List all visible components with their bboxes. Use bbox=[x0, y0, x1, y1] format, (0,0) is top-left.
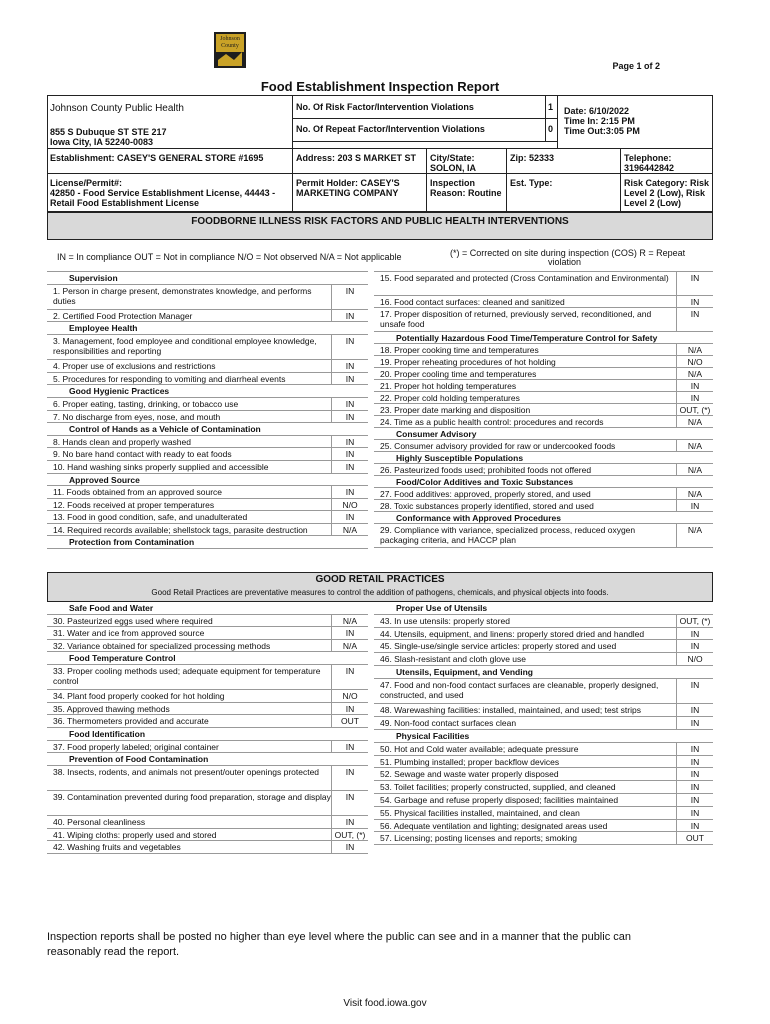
county-logo bbox=[212, 30, 248, 70]
item-description: 44. Utensils, equipment, and linens: properly stored dried and handled bbox=[380, 628, 645, 639]
item-description: 22. Proper cold holding temperatures bbox=[380, 393, 520, 403]
item-description: 13. Food in good condition, safe, and unadulterated bbox=[53, 512, 248, 523]
item-status: IN bbox=[331, 741, 368, 753]
item-status: IN bbox=[331, 310, 368, 322]
item-status: IN bbox=[331, 627, 368, 639]
inspection-item-row bbox=[374, 794, 713, 807]
item-status: OUT bbox=[676, 832, 713, 844]
item-status: IN bbox=[676, 781, 713, 793]
foodborne-left-column bbox=[47, 271, 368, 549]
item-status: IN bbox=[676, 640, 713, 652]
inspection-item-row bbox=[47, 741, 368, 754]
inspection-item-row bbox=[374, 272, 713, 296]
item-status: N/A bbox=[331, 615, 368, 627]
inspection-item-row bbox=[47, 360, 368, 373]
item-status: IN bbox=[676, 296, 713, 307]
inspection-item-row bbox=[47, 461, 368, 474]
item-status: IN bbox=[676, 717, 713, 729]
item-status: IN bbox=[331, 335, 368, 359]
inspection-item-row bbox=[47, 690, 368, 703]
category-heading: Highly Susceptible Populations bbox=[374, 452, 713, 464]
item-status: IN bbox=[331, 791, 368, 815]
inspection-item-row bbox=[374, 416, 713, 428]
item-status: IN bbox=[676, 392, 713, 403]
item-status: IN bbox=[331, 373, 368, 385]
retail-header-text: GOOD RETAIL PRACTICES bbox=[315, 574, 445, 585]
item-status: IN bbox=[676, 756, 713, 768]
inspection-item-row bbox=[374, 628, 713, 641]
category-heading: Potentially Hazardous Food Time/Temperature Control for Safety bbox=[374, 332, 713, 344]
item-status: IN bbox=[331, 461, 368, 473]
item-status: N/A bbox=[676, 416, 713, 427]
item-status: IN bbox=[331, 411, 368, 423]
inspection-item-row bbox=[374, 768, 713, 781]
item-description: 43. In use utensils: properly stored bbox=[380, 615, 510, 626]
item-status: IN bbox=[331, 766, 368, 790]
item-status: N/A bbox=[331, 524, 368, 536]
category-heading: Approved Source bbox=[47, 474, 368, 487]
city-value: SOLON, IA bbox=[430, 163, 477, 173]
item-description: 8. Hands clean and properly washed bbox=[53, 436, 191, 447]
inspection-item-row bbox=[374, 704, 713, 717]
inspection-item-row bbox=[374, 743, 713, 756]
establishment-type: Est. Type: bbox=[510, 178, 553, 188]
item-status: N/A bbox=[676, 368, 713, 379]
inspection-item-row bbox=[47, 335, 368, 360]
inspection-item-row bbox=[374, 653, 713, 666]
item-description: 15. Food separated and protected (Cross Contamination and Environmental) bbox=[380, 273, 669, 283]
item-status: N/O bbox=[676, 653, 713, 665]
item-status: IN bbox=[331, 703, 368, 715]
agency-address-2: Iowa City, IA 52240-0083 bbox=[50, 137, 154, 147]
item-status: N/A bbox=[676, 464, 713, 475]
item-description: 24. Time as a public health control: procedures and records bbox=[380, 417, 604, 427]
item-status: IN bbox=[676, 500, 713, 511]
inspection-item-row bbox=[374, 440, 713, 452]
permit-holder-1: Permit Holder: CASEY'S bbox=[296, 178, 400, 188]
item-description: 31. Water and ice from approved source bbox=[53, 628, 205, 639]
item-description: 49. Non-food contact surfaces clean bbox=[380, 718, 517, 729]
item-description: 7. No discharge from eyes, nose, and mouth bbox=[53, 411, 221, 422]
item-description: 5. Procedures for responding to vomiting and diarrheal events bbox=[53, 373, 286, 384]
legend-right-2: violation bbox=[548, 257, 582, 267]
inspection-item-row bbox=[374, 615, 713, 628]
category-heading: Consumer Advisory bbox=[374, 428, 713, 440]
category-heading: Control of Hands as a Vehicle of Contamination bbox=[47, 423, 368, 436]
license-line-2: Retail Food Establishment License bbox=[50, 198, 200, 208]
foodborne-header-text: FOODBORNE ILLNESS RISK FACTORS AND PUBLIC HEALTH INTERVENTIONS bbox=[191, 216, 569, 227]
item-status: IN bbox=[676, 820, 713, 832]
inspection-item-row bbox=[47, 398, 368, 411]
inspection-item-row bbox=[374, 356, 713, 368]
page-number: Page 1 of 2 bbox=[612, 61, 660, 71]
inspection-item-row bbox=[47, 499, 368, 512]
inspection-item-row bbox=[374, 679, 713, 705]
category-heading: Food Temperature Control bbox=[47, 652, 368, 665]
category-heading: Conformance with Approved Procedures bbox=[374, 512, 713, 524]
item-description: 29. Compliance with variance, specialized process, reduced oxygen packaging criteria, and HACCP plan bbox=[380, 525, 636, 545]
item-description: 11. Foods obtained from an approved source bbox=[53, 487, 223, 498]
category-heading: Protection from Contamination bbox=[47, 536, 368, 549]
inspection-item-row bbox=[374, 296, 713, 308]
item-status: IN bbox=[331, 841, 368, 853]
item-description: 57. Licensing; posting licenses and reports; smoking bbox=[380, 833, 578, 844]
item-description: 53. Toilet facilities; properly constructed, supplied, and cleaned bbox=[380, 782, 616, 793]
inspection-item-row bbox=[374, 832, 713, 845]
inspection-item-row bbox=[374, 781, 713, 794]
inspection-item-row bbox=[374, 404, 713, 416]
item-status: N/A bbox=[676, 524, 713, 547]
logo-text: Johnson County bbox=[220, 36, 240, 49]
repeat-violations-count: 0 bbox=[548, 124, 554, 134]
item-description: 42. Washing fruits and vegetables bbox=[53, 842, 181, 853]
inspection-item-row bbox=[47, 285, 368, 310]
item-description: 27. Food additives: approved, properly stored, and used bbox=[380, 489, 591, 499]
inspection-item-row bbox=[374, 392, 713, 404]
inspection-item-row bbox=[47, 791, 368, 816]
item-status: IN bbox=[676, 807, 713, 819]
item-status: IN bbox=[676, 308, 713, 331]
license-label: License/Permit#: bbox=[50, 178, 123, 188]
retail-right-column bbox=[374, 602, 713, 845]
telephone-value: 3196442842 bbox=[624, 163, 675, 173]
inspection-item-row bbox=[374, 344, 713, 356]
foodborne-header bbox=[47, 212, 713, 240]
item-description: 56. Adequate ventilation and lighting; designated areas used bbox=[380, 820, 608, 831]
item-description: 36. Thermometers provided and accurate bbox=[53, 716, 209, 727]
risk-category-3: Level 2 (Low) bbox=[624, 198, 682, 208]
item-description: 9. No bare hand contact with ready to eat foods bbox=[53, 449, 232, 460]
item-description: 14. Required records available; shellstock tags, parasite destruction bbox=[53, 524, 308, 535]
permit-holder-2: MARKETING COMPANY bbox=[296, 188, 399, 198]
item-description: 37. Food properly labeled; original container bbox=[53, 741, 219, 752]
legend-right-1: (*) = Corrected on site during inspection (COS) R = Repeat bbox=[450, 248, 686, 258]
inspection-item-row bbox=[47, 703, 368, 716]
inspection-item-row bbox=[47, 841, 368, 854]
foodborne-right-column bbox=[374, 271, 713, 548]
establishment-address: Address: 203 S MARKET ST bbox=[296, 153, 417, 163]
risk-category-2: Level 2 (Low), Risk bbox=[624, 188, 706, 198]
inspection-item-row bbox=[374, 488, 713, 500]
inspection-item-row bbox=[374, 308, 713, 332]
item-description: 23. Proper date marking and disposition bbox=[380, 405, 531, 415]
item-status: N/A bbox=[676, 440, 713, 451]
item-description: 32. Variance obtained for specialized processing methods bbox=[53, 640, 271, 651]
item-status: IN bbox=[676, 704, 713, 716]
category-heading: Good Hygienic Practices bbox=[47, 385, 368, 398]
report-title: Food Establishment Inspection Report bbox=[260, 79, 500, 94]
item-status: OUT, (*) bbox=[331, 829, 368, 841]
time-in: Time In: 2:15 PM bbox=[564, 116, 635, 126]
item-description: 35. Approved thawing methods bbox=[53, 703, 170, 714]
item-description: 2. Certified Food Protection Manager bbox=[53, 310, 193, 321]
inspection-item-row bbox=[47, 373, 368, 386]
item-status: N/O bbox=[331, 690, 368, 702]
risk-category-1: Risk Category: Risk bbox=[624, 178, 710, 188]
item-status: IN bbox=[331, 511, 368, 523]
inspection-item-row bbox=[47, 766, 368, 791]
item-description: 26. Pasteurized foods used; prohibited foods not offered bbox=[380, 465, 592, 475]
category-heading: Physical Facilities bbox=[374, 730, 713, 743]
inspection-item-row bbox=[374, 368, 713, 380]
category-heading: Prevention of Food Contamination bbox=[47, 753, 368, 766]
item-description: 17. Proper disposition of returned, previously served, reconditioned, and unsafe food bbox=[380, 309, 652, 329]
inspection-reason: Reason: Routine bbox=[430, 188, 502, 198]
item-description: 33. Proper cooling methods used; adequate equipment for temperature control bbox=[53, 665, 321, 686]
item-status: N/O bbox=[331, 499, 368, 511]
inspection-date: Date: 6/10/2022 bbox=[564, 106, 630, 116]
category-heading: Supervision bbox=[47, 272, 368, 285]
retail-subheader: Good Retail Practices are preventative measures to control the addition of pathogens, chemicals, and physical objects into foods. bbox=[151, 588, 609, 597]
inspection-item-row bbox=[374, 756, 713, 769]
item-description: 3. Management, food employee and conditional employee knowledge, responsibilities and reporting bbox=[53, 335, 317, 356]
item-status: N/A bbox=[331, 640, 368, 652]
category-heading: Food Identification bbox=[47, 728, 368, 741]
item-status: IN bbox=[331, 486, 368, 498]
item-description: 45. Single-use/single service articles: properly stored and used bbox=[380, 641, 617, 652]
item-status: OUT, (*) bbox=[676, 404, 713, 415]
inspection-item-row bbox=[47, 436, 368, 449]
item-description: 4. Proper use of exclusions and restrictions bbox=[53, 361, 216, 372]
risk-violations-label: No. Of Risk Factor/Intervention Violations bbox=[296, 102, 474, 112]
inspection-item-row bbox=[47, 310, 368, 323]
category-heading: Safe Food and Water bbox=[47, 602, 368, 615]
inspection-item-row bbox=[47, 829, 368, 842]
inspection-item-row bbox=[374, 820, 713, 833]
item-description: 39. Contamination prevented during food preparation, storage and display bbox=[53, 791, 331, 802]
repeat-violations-label: No. Of Repeat Factor/Intervention Violations bbox=[296, 124, 485, 134]
item-status: IN bbox=[331, 436, 368, 448]
item-description: 12. Foods received at proper temperatures bbox=[53, 499, 215, 510]
inspection-item-row bbox=[374, 717, 713, 730]
item-description: 38. Insects, rodents, and animals not present/outer openings protected bbox=[53, 766, 320, 777]
item-description: 51. Plumbing installed; proper backflow devices bbox=[380, 756, 560, 767]
item-description: 20. Proper cooling time and temperatures bbox=[380, 369, 537, 379]
retail-header bbox=[47, 572, 713, 602]
item-description: 47. Food and non-food contact surfaces are cleanable, properly designed, constructed, and used bbox=[380, 679, 659, 700]
item-status: IN bbox=[331, 448, 368, 460]
item-description: 30. Pasteurized eggs used where required bbox=[53, 615, 213, 626]
item-status: IN bbox=[676, 679, 713, 704]
category-heading: Food/Color Additives and Toxic Substances bbox=[374, 476, 713, 488]
item-description: 46. Slash-resistant and cloth glove use bbox=[380, 654, 527, 665]
item-description: 54. Garbage and refuse properly disposed; facilities maintained bbox=[380, 794, 619, 805]
item-description: 48. Warewashing facilities: installed, maintained, and used; test strips bbox=[380, 705, 641, 716]
inspection-item-row bbox=[47, 448, 368, 461]
inspection-item-row bbox=[47, 411, 368, 424]
item-status: IN bbox=[676, 743, 713, 755]
retail-left-column bbox=[47, 602, 368, 854]
agency-address-1: 855 S Dubuque ST STE 217 bbox=[50, 127, 167, 137]
category-heading: Employee Health bbox=[47, 322, 368, 335]
establishment-name: Establishment: CASEY'S GENERAL STORE #1695 bbox=[50, 153, 264, 163]
telephone-label: Telephone: bbox=[624, 153, 672, 163]
inspection-item-row bbox=[47, 511, 368, 524]
city-label: City/State: bbox=[430, 153, 475, 163]
inspection-item-row bbox=[47, 486, 368, 499]
item-status: IN bbox=[676, 628, 713, 640]
time-out: Time Out:3:05 PM bbox=[564, 126, 640, 136]
item-description: 18. Proper cooking time and temperatures bbox=[380, 345, 539, 355]
inspection-item-row bbox=[374, 524, 713, 548]
item-status: N/A bbox=[676, 344, 713, 355]
license-line-1: 42850 - Food Service Establishment License, 44443 - bbox=[50, 188, 276, 198]
inspection-item-row bbox=[374, 500, 713, 512]
item-description: 1. Person in charge present, demonstrates knowledge, and performs duties bbox=[53, 285, 312, 306]
item-status: IN bbox=[331, 285, 368, 309]
inspection-item-row bbox=[47, 665, 368, 690]
legend-left: IN = In compliance OUT = Not in compliance N/O = Not observed N/A = Not applicable bbox=[57, 252, 402, 262]
inspection-item-row bbox=[374, 807, 713, 820]
item-status: IN bbox=[676, 794, 713, 806]
item-status: IN bbox=[331, 360, 368, 372]
inspection-item-row bbox=[47, 816, 368, 829]
inspection-item-row bbox=[374, 380, 713, 392]
zip: Zip: 52333 bbox=[510, 153, 555, 163]
item-status: N/O bbox=[676, 356, 713, 367]
inspection-label: Inspection bbox=[430, 178, 476, 188]
item-status: IN bbox=[676, 380, 713, 391]
item-description: 19. Proper reheating procedures of hot holding bbox=[380, 357, 556, 367]
item-status: IN bbox=[676, 768, 713, 780]
risk-violations-count: 1 bbox=[548, 102, 554, 112]
inspection-item-row bbox=[47, 715, 368, 728]
item-description: 41. Wiping cloths: properly used and stored bbox=[53, 829, 217, 840]
agency-name: Johnson County Public Health bbox=[50, 103, 184, 114]
item-status: OUT bbox=[331, 715, 368, 727]
item-description: 52. Sewage and waste water properly disposed bbox=[380, 769, 559, 780]
item-description: 50. Hot and Cold water available; adequate pressure bbox=[380, 743, 579, 754]
item-description: 40. Personal cleanliness bbox=[53, 817, 146, 828]
item-description: 6. Proper eating, tasting, drinking, or tobacco use bbox=[53, 398, 239, 409]
item-status: IN bbox=[331, 665, 368, 689]
inspection-item-row bbox=[47, 627, 368, 640]
item-description: 16. Food contact surfaces: cleaned and sanitized bbox=[380, 297, 565, 307]
category-heading: Utensils, Equipment, and Vending bbox=[374, 666, 713, 679]
item-status: IN bbox=[676, 272, 713, 295]
inspection-item-row bbox=[47, 524, 368, 537]
posting-note: Inspection reports shall be posted no higher than eye level where the public can see and in a manner that the public can reasonably read the report. bbox=[47, 931, 631, 958]
visit-link[interactable]: Visit food.iowa.gov bbox=[343, 998, 427, 1009]
inspection-item-row bbox=[47, 615, 368, 628]
inspection-item-row bbox=[374, 640, 713, 653]
item-status: OUT, (*) bbox=[676, 615, 713, 627]
item-description: 34. Plant food properly cooked for hot holding bbox=[53, 691, 225, 702]
item-status: N/A bbox=[676, 488, 713, 499]
inspection-item-row bbox=[47, 640, 368, 653]
inspection-item-row bbox=[374, 464, 713, 476]
item-description: 25. Consumer advisory provided for raw or undercooked foods bbox=[380, 441, 616, 451]
item-status: IN bbox=[331, 398, 368, 410]
category-heading: Proper Use of Utensils bbox=[374, 602, 713, 615]
item-description: 21. Proper hot holding temperatures bbox=[380, 381, 517, 391]
item-description: 28. Toxic substances properly identified, stored and used bbox=[380, 501, 594, 511]
item-status: IN bbox=[331, 816, 368, 828]
item-description: 10. Hand washing sinks properly supplied and accessible bbox=[53, 461, 269, 472]
item-description: 55. Physical facilities installed, maintained, and clean bbox=[380, 807, 580, 818]
